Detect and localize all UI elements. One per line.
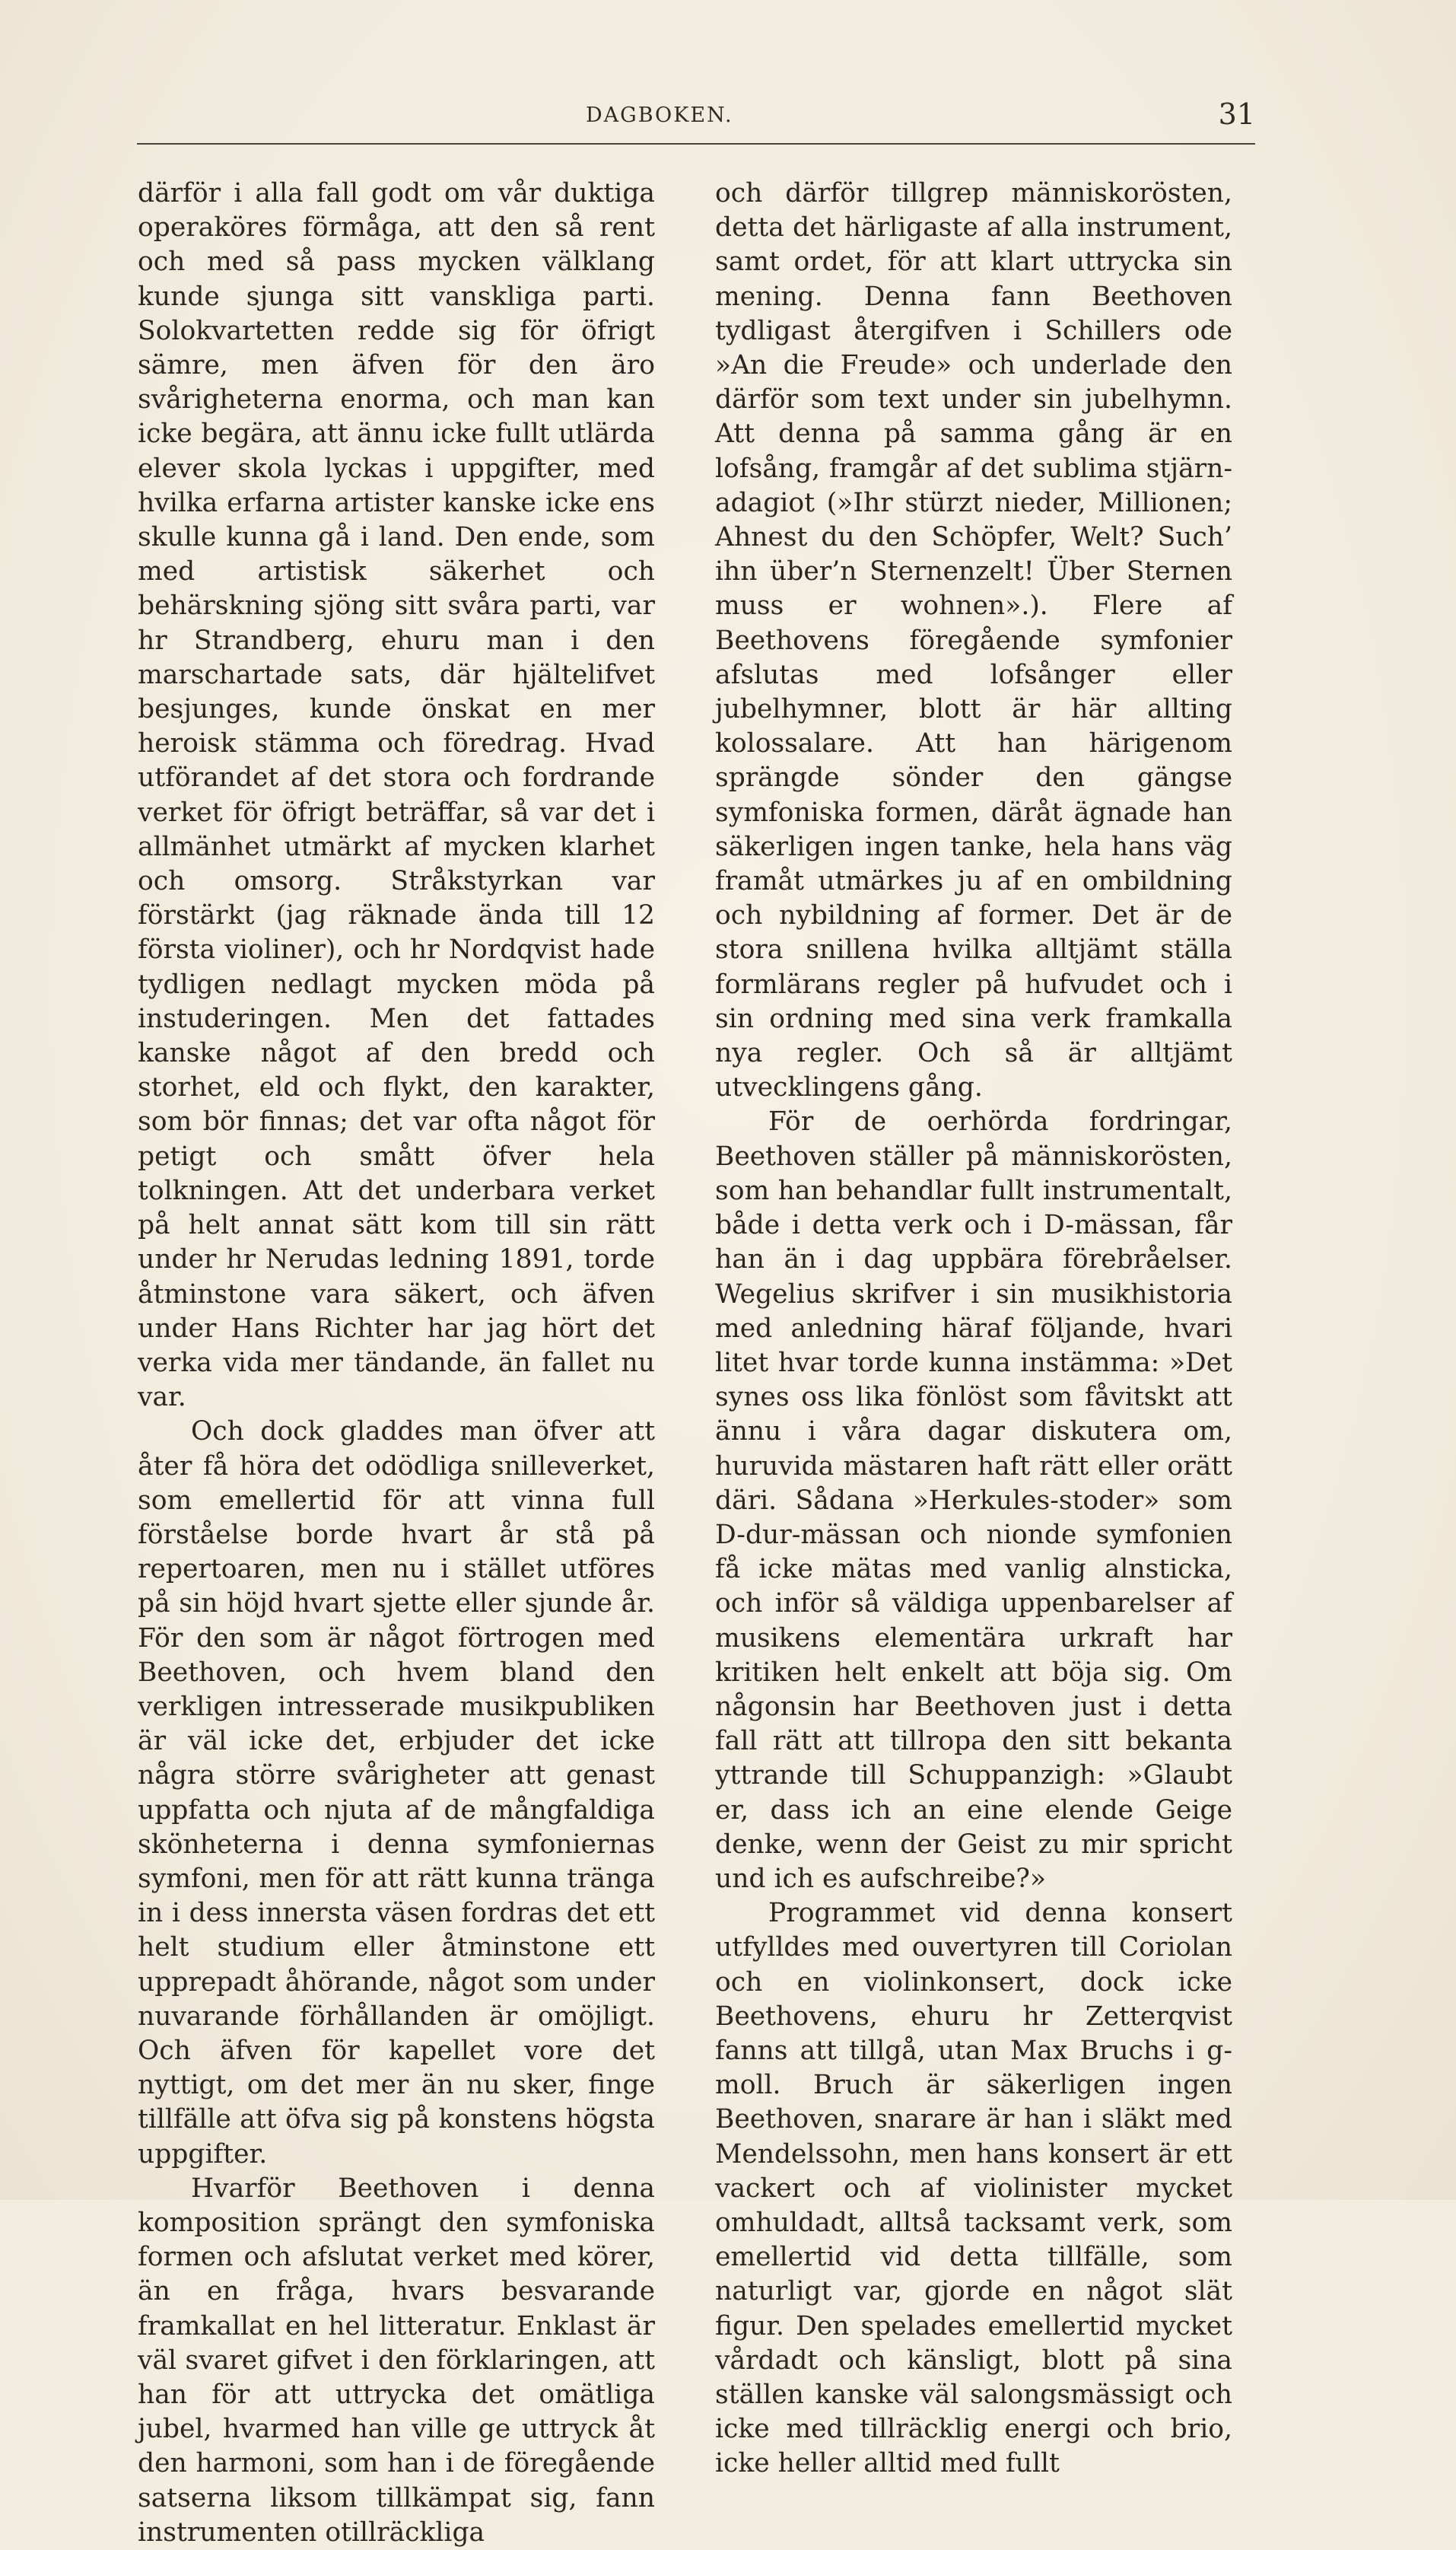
paragraph: Hvarför Beethoven i denna komposition sprängt den symfoniska formen och afslutat verket med körer, än en fråga, hvars besvarande framkallat en hel litteratur. Enklast är väl svaret gifvet i den förklaringen, att han för att uttrycka det omätliga jubel, hvarmed han ville ge uttryck åt den harmoni, som han i de föregående satserna liksom tillkämpat sig, fann instrumenten otillräckliga xyxy=(138,2173,655,2548)
paragraph: För de oerhörda fordringar, Beethoven ställer på människorösten, som han behandlar fullt instrumentalt, både i detta verk och i D-mässan, får han än i dag uppbära förebråelser. Wegelius skrifver i sin musikhistoria med anledning häraf följande, hvari litet hvar torde kunna instämma: »Det synes oss lika fönlöst som fåvitskt att ännu i våra dagar diskutera om, huruvida mästaren haft rätt eller orätt däri. Sådana »Herkules-stoder» som D-dur-mässan och nionde symfonien få icke mätas med vanlig alnsticka, och inför så väldiga uppenbarelser af musikens elementära urkraft har kritiken helt enkelt att böja sig. Om någonsin har Beethoven just i detta fall rätt att tillropa den sitt bekanta yttrande till Schuppanzigh: »Glaubt er, dass ich an eine elende Geige denke, wenn der Geist zu mir spricht und ich es aufschreibe?» xyxy=(715,1106,1232,1894)
page-number: 31 xyxy=(1218,97,1255,131)
right-column xyxy=(715,177,1232,2482)
left-column xyxy=(138,177,655,2550)
running-head: DAGBOKEN. xyxy=(586,103,733,127)
paragraph: Och dock gladdes man öfver att åter få höra det odödliga snilleverket, som emellertid för att vinna full förståelse borde hvart år stå på repertoaren, men nu i stället utföres på sin höjd hvart sjette eller sjunde år. För den som är något förtrogen med Beethoven, och hvem bland den verkligen intresserade musikpubliken är väl icke det, erbjuder det icke några större svårigheter att genast uppfatta och njuta af de mångfaldiga skönheterna i denna symfoniernas symfoni, men för att rätt kunna tränga in i dess innersta väsen fordras det ett helt studium eller åtminstone ett upprepadt åhörande, något som under nuvarande förhållanden är omöjligt. Och äfven för kapellet vore det nyttigt, om det mer än nu sker, finge tillfälle att öfva sig på konstens högsta uppgifter. xyxy=(138,1416,655,2170)
page-header xyxy=(137,97,1255,143)
paragraph: Programmet vid denna konsert utfylldes med ouvertyren till Coriolan och en violinkonsert, dock icke Beethovens, ehuru hr Zetterqvist fanns att tillgå, utan Max Bruchs i g-moll. Bruch är säkerligen ingen Beethoven, snarare är han i släkt med Mendelssohn, men hans konsert är ett vackert och af violinister mycket omhuldadt, alltså tacksamt verk, som emellertid vid detta tillfälle, som naturligt var, gjorde en något slät figur. Den spelades emellertid mycket vårdadt och känsligt, blott på sina ställen kanske väl salongsmässigt och icke med tillräcklig energi och brio, icke heller alltid med fullt xyxy=(715,1898,1232,2479)
header-rule xyxy=(137,143,1255,145)
paragraph: därför i alla fall godt om vår duktiga operaköres förmåga, att den så rent och med så pass mycken välklang kunde sjunga sitt vanskliga parti. Solokvartetten redde sig för öfrigt sämre, men äfven för den äro svårigheterna enorma, och man kan icke begära, att ännu icke fullt utlärda elever skola lyckas i uppgifter, med hvilka erfarna artister kanske icke ens skulle kunna gå i land. Den ende, som med artistisk säkerhet och behärskning sjöng sitt svåra parti, var hr Strandberg, ehuru man i den marschartade sats, där hjältelifvet besjunges, kunde önskat en mer heroisk stämma och föredrag. Hvad utförandet af det stora och fordrande verket för öfrigt beträffar, så var det i allmänhet utmärkt af mycken klarhet och omsorg. Stråkstyrkan var förstärkt (jag räknade ända till 12 första violiner), och hr Nordqvist hade tydligen nedlagt mycken möda på instuderingen. Men det fattades kanske något af den bredd och storhet, eld och flykt, den karakter, som bör finnas; det var ofta något för petigt och smått öfver hela tolkningen. Att det underbara verket på helt annat sätt kom till sin rätt under hr Nerudas ledning 1891, torde åtminstone vara säkert, och äfven under Hans Richter har jag hört det verka vida mer tändande, än fallet nu var. xyxy=(138,178,655,1413)
paragraph: och därför tillgrep människorösten, detta det härligaste af alla instrument, samt ordet, för att klart uttrycka sin mening. Denna fann Beethoven tydligast återgifven i Schillers ode »An die Freude» och underlade den därför som text under sin jubelhymn. Att denna på samma gång är en lofsång, framgår af det sublima stjärn-adagiot (»Ihr stürzt nieder, Millionen; Ahnest du den Schöpfer, Welt? Such’ ihn über’n Sternenzelt! Über Sternen muss er wohnen».). Flere af Beethovens föregående symfonier afslutas med lofsånger eller jubelhymner, blott är här allting kolossalare. Att han härigenom sprängde sönder den gängse symfoniska formen, däråt ägnade han säkerligen ingen tanke, hela hans väg framåt utmärkes ju af en ombildning och nybildning af former. Det är de stora snillena hvilka alltjämt ställa formlärans regler på hufvudet och i sin ordning med sina verk framkalla nya regler. Och så är alltjämt utvecklingens gång. xyxy=(715,178,1232,1103)
